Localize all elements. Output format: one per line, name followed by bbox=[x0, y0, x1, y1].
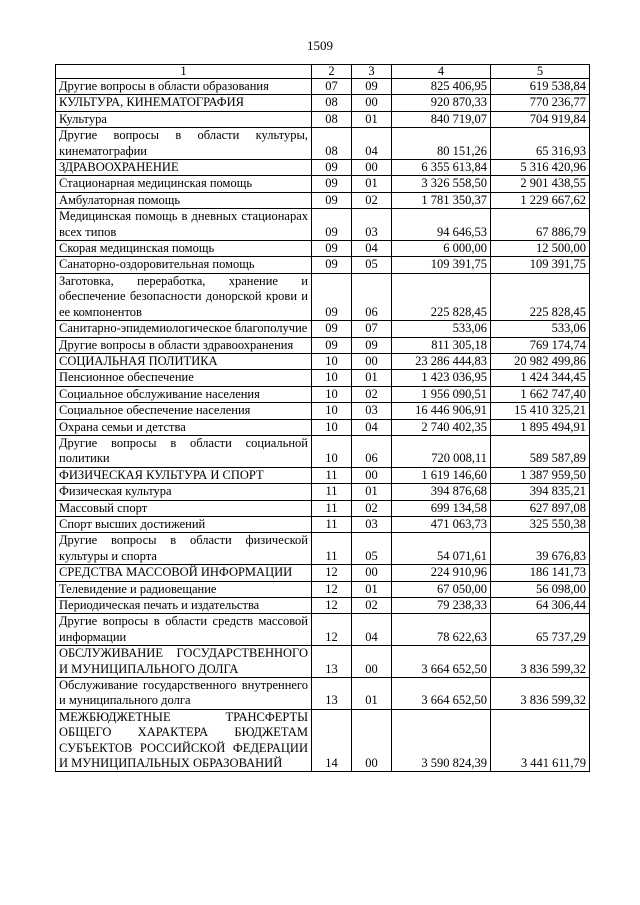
row-value-5-cell: 1 662 747,40 bbox=[491, 386, 590, 402]
row-subsection-cell: 04 bbox=[352, 128, 392, 160]
row-value-5-cell: 65 316,93 bbox=[491, 128, 590, 160]
row-value-5-cell: 1 229 667,62 bbox=[491, 192, 590, 208]
table-row bbox=[56, 337, 590, 353]
row-value-4-cell: 1 956 090,51 bbox=[392, 386, 491, 402]
header-cell-1: 1 bbox=[56, 65, 312, 79]
header-cell-5: 5 bbox=[491, 65, 590, 79]
row-subsection-cell: 00 bbox=[352, 709, 392, 772]
row-value-5-cell: 589 587,89 bbox=[491, 435, 590, 467]
budget-table-body bbox=[56, 65, 590, 772]
row-value-4-cell: 78 622,63 bbox=[392, 614, 491, 646]
row-subsection-cell: 02 bbox=[352, 598, 392, 614]
row-value-5-cell: 64 306,44 bbox=[491, 598, 590, 614]
row-value-5-cell: 619 538,84 bbox=[491, 79, 590, 95]
row-value-4-cell: 80 151,26 bbox=[392, 128, 491, 160]
row-value-4-cell: 16 446 906,91 bbox=[392, 403, 491, 419]
page-number: 1509 bbox=[307, 38, 333, 53]
row-section-cell: 11 bbox=[312, 533, 352, 565]
row-value-5-cell: 770 236,77 bbox=[491, 95, 590, 111]
row-name-cell: МЕЖБЮДЖЕТНЫЕ ТРАНСФЕРТЫ ОБЩЕГО ХАРАКТЕРА БЮДЖЕТАМ СУБЪЕКТОВ РОССИЙСКОЙ ФЕДЕРАЦИИ И МУНИЦИПАЛЬНЫХ ОБРАЗОВАНИЙ bbox=[56, 709, 312, 772]
row-name-cell: Амбулаторная помощь bbox=[56, 192, 312, 208]
row-section-cell: 09 bbox=[312, 176, 352, 192]
row-value-5-cell: 1 895 494,91 bbox=[491, 419, 590, 435]
row-subsection-cell: 00 bbox=[352, 565, 392, 581]
row-value-4-cell: 23 286 444,83 bbox=[392, 353, 491, 369]
row-value-5-cell: 627 897,08 bbox=[491, 500, 590, 516]
row-section-cell: 12 bbox=[312, 614, 352, 646]
header-row bbox=[56, 65, 590, 79]
row-value-5-cell: 1 424 344,45 bbox=[491, 370, 590, 386]
row-name-cell: Обслуживание государственного внутреннего и муниципального долга bbox=[56, 678, 312, 710]
header-cell-4: 4 bbox=[392, 65, 491, 79]
budget-table bbox=[55, 64, 590, 772]
row-value-5-cell: 56 098,00 bbox=[491, 581, 590, 597]
row-subsection-cell: 05 bbox=[352, 533, 392, 565]
row-section-cell: 09 bbox=[312, 160, 352, 176]
row-name-cell: Физическая культура bbox=[56, 484, 312, 500]
row-value-5-cell: 2 901 438,55 bbox=[491, 176, 590, 192]
row-section-cell: 12 bbox=[312, 565, 352, 581]
row-value-5-cell: 12 500,00 bbox=[491, 241, 590, 257]
row-subsection-cell: 04 bbox=[352, 614, 392, 646]
row-name-cell: Другие вопросы в области средств массовой информации bbox=[56, 614, 312, 646]
row-section-cell: 09 bbox=[312, 241, 352, 257]
table-row bbox=[56, 403, 590, 419]
table-row bbox=[56, 111, 590, 127]
row-subsection-cell: 09 bbox=[352, 337, 392, 353]
row-value-5-cell: 533,06 bbox=[491, 321, 590, 337]
row-name-cell: СРЕДСТВА МАССОВОЙ ИНФОРМАЦИИ bbox=[56, 565, 312, 581]
row-value-4-cell: 109 391,75 bbox=[392, 257, 491, 273]
row-value-5-cell: 769 174,74 bbox=[491, 337, 590, 353]
row-name-cell: Другие вопросы в области здравоохранения bbox=[56, 337, 312, 353]
row-subsection-cell: 01 bbox=[352, 581, 392, 597]
row-name-cell: Медицинская помощь в дневных стационарах всех типов bbox=[56, 209, 312, 241]
row-name-cell: Другие вопросы в области образования bbox=[56, 79, 312, 95]
row-subsection-cell: 02 bbox=[352, 500, 392, 516]
row-section-cell: 09 bbox=[312, 321, 352, 337]
row-subsection-cell: 00 bbox=[352, 467, 392, 483]
row-subsection-cell: 03 bbox=[352, 209, 392, 241]
row-section-cell: 11 bbox=[312, 500, 352, 516]
row-value-4-cell: 840 719,07 bbox=[392, 111, 491, 127]
row-subsection-cell: 01 bbox=[352, 111, 392, 127]
row-section-cell: 14 bbox=[312, 709, 352, 772]
row-value-5-cell: 186 141,73 bbox=[491, 565, 590, 581]
table-row bbox=[56, 500, 590, 516]
row-section-cell: 09 bbox=[312, 209, 352, 241]
row-subsection-cell: 06 bbox=[352, 435, 392, 467]
row-name-cell: Санаторно-оздоровительная помощь bbox=[56, 257, 312, 273]
row-value-4-cell: 533,06 bbox=[392, 321, 491, 337]
table-row bbox=[56, 176, 590, 192]
row-section-cell: 07 bbox=[312, 79, 352, 95]
row-section-cell: 10 bbox=[312, 435, 352, 467]
row-value-4-cell: 54 071,61 bbox=[392, 533, 491, 565]
row-name-cell: Скорая медицинская помощь bbox=[56, 241, 312, 257]
row-name-cell: Пенсионное обеспечение bbox=[56, 370, 312, 386]
header-cell-3: 3 bbox=[352, 65, 392, 79]
row-value-5-cell: 394 835,21 bbox=[491, 484, 590, 500]
table-row bbox=[56, 95, 590, 111]
row-subsection-cell: 07 bbox=[352, 321, 392, 337]
table-row bbox=[56, 128, 590, 160]
row-subsection-cell: 01 bbox=[352, 176, 392, 192]
row-value-5-cell: 3 441 611,79 bbox=[491, 709, 590, 772]
row-name-cell: Телевидение и радиовещание bbox=[56, 581, 312, 597]
header-cell-2: 2 bbox=[312, 65, 352, 79]
row-value-4-cell: 720 008,11 bbox=[392, 435, 491, 467]
row-value-4-cell: 3 664 652,50 bbox=[392, 678, 491, 710]
row-subsection-cell: 05 bbox=[352, 257, 392, 273]
row-value-4-cell: 1 619 146,60 bbox=[392, 467, 491, 483]
row-value-4-cell: 1 781 350,37 bbox=[392, 192, 491, 208]
row-section-cell: 10 bbox=[312, 370, 352, 386]
table-row bbox=[56, 321, 590, 337]
row-name-cell: Санитарно-эпидемиологическое благополучие bbox=[56, 321, 312, 337]
row-name-cell: Другие вопросы в области физической культуры и спорта bbox=[56, 533, 312, 565]
table-row bbox=[56, 386, 590, 402]
row-value-5-cell: 1 387 959,50 bbox=[491, 467, 590, 483]
row-value-5-cell: 325 550,38 bbox=[491, 516, 590, 532]
table-row bbox=[56, 192, 590, 208]
table-row bbox=[56, 209, 590, 241]
row-name-cell: Спорт высших достижений bbox=[56, 516, 312, 532]
row-value-4-cell: 94 646,53 bbox=[392, 209, 491, 241]
row-value-4-cell: 67 050,00 bbox=[392, 581, 491, 597]
table-row bbox=[56, 533, 590, 565]
row-name-cell: Заготовка, переработка, хранение и обеспечение безопасности донорской крови и ее компонентов bbox=[56, 273, 312, 320]
row-subsection-cell: 00 bbox=[352, 353, 392, 369]
row-value-4-cell: 825 406,95 bbox=[392, 79, 491, 95]
row-subsection-cell: 03 bbox=[352, 516, 392, 532]
row-section-cell: 08 bbox=[312, 111, 352, 127]
row-name-cell: Социальное обеспечение населения bbox=[56, 403, 312, 419]
table-row bbox=[56, 370, 590, 386]
row-value-4-cell: 3 590 824,39 bbox=[392, 709, 491, 772]
table-row bbox=[56, 419, 590, 435]
row-section-cell: 08 bbox=[312, 95, 352, 111]
row-name-cell: ОБСЛУЖИВАНИЕ ГОСУДАРСТВЕННОГО И МУНИЦИПАЛЬНОГО ДОЛГА bbox=[56, 646, 312, 678]
row-name-cell: ФИЗИЧЕСКАЯ КУЛЬТУРА И СПОРТ bbox=[56, 467, 312, 483]
row-value-4-cell: 394 876,68 bbox=[392, 484, 491, 500]
row-section-cell: 09 bbox=[312, 337, 352, 353]
row-subsection-cell: 04 bbox=[352, 419, 392, 435]
row-section-cell: 12 bbox=[312, 598, 352, 614]
table-row bbox=[56, 678, 590, 710]
table-row bbox=[56, 353, 590, 369]
row-value-4-cell: 920 870,33 bbox=[392, 95, 491, 111]
row-subsection-cell: 06 bbox=[352, 273, 392, 320]
table-row bbox=[56, 160, 590, 176]
row-section-cell: 13 bbox=[312, 646, 352, 678]
row-value-5-cell: 225 828,45 bbox=[491, 273, 590, 320]
row-value-4-cell: 79 238,33 bbox=[392, 598, 491, 614]
row-subsection-cell: 02 bbox=[352, 386, 392, 402]
row-value-4-cell: 2 740 402,35 bbox=[392, 419, 491, 435]
row-value-5-cell: 5 316 420,96 bbox=[491, 160, 590, 176]
row-value-5-cell: 3 836 599,32 bbox=[491, 646, 590, 678]
row-subsection-cell: 02 bbox=[352, 192, 392, 208]
row-section-cell: 09 bbox=[312, 257, 352, 273]
row-section-cell: 08 bbox=[312, 128, 352, 160]
row-name-cell: Массовый спорт bbox=[56, 500, 312, 516]
row-name-cell: Другие вопросы в области культуры, кинематографии bbox=[56, 128, 312, 160]
table-row bbox=[56, 565, 590, 581]
row-value-5-cell: 67 886,79 bbox=[491, 209, 590, 241]
row-value-4-cell: 6 355 613,84 bbox=[392, 160, 491, 176]
row-value-4-cell: 699 134,58 bbox=[392, 500, 491, 516]
table-row bbox=[56, 435, 590, 467]
row-name-cell: ЗДРАВООХРАНЕНИЕ bbox=[56, 160, 312, 176]
row-value-5-cell: 15 410 325,21 bbox=[491, 403, 590, 419]
row-value-4-cell: 6 000,00 bbox=[392, 241, 491, 257]
row-name-cell: Культура bbox=[56, 111, 312, 127]
row-section-cell: 09 bbox=[312, 192, 352, 208]
row-section-cell: 10 bbox=[312, 419, 352, 435]
table-row bbox=[56, 709, 590, 772]
table-row bbox=[56, 516, 590, 532]
row-value-4-cell: 224 910,96 bbox=[392, 565, 491, 581]
row-section-cell: 13 bbox=[312, 678, 352, 710]
row-name-cell: Социальное обслуживание населения bbox=[56, 386, 312, 402]
row-section-cell: 11 bbox=[312, 467, 352, 483]
row-name-cell: Другие вопросы в области социальной политики bbox=[56, 435, 312, 467]
row-value-5-cell: 704 919,84 bbox=[491, 111, 590, 127]
row-section-cell: 10 bbox=[312, 403, 352, 419]
row-section-cell: 11 bbox=[312, 484, 352, 500]
table-row bbox=[56, 257, 590, 273]
row-subsection-cell: 00 bbox=[352, 646, 392, 678]
table-row bbox=[56, 467, 590, 483]
row-name-cell: КУЛЬТУРА, КИНЕМАТОГРАФИЯ bbox=[56, 95, 312, 111]
row-value-5-cell: 3 836 599,32 bbox=[491, 678, 590, 710]
row-section-cell: 10 bbox=[312, 353, 352, 369]
row-value-4-cell: 811 305,18 bbox=[392, 337, 491, 353]
table-row bbox=[56, 241, 590, 257]
row-value-5-cell: 65 737,29 bbox=[491, 614, 590, 646]
row-value-4-cell: 1 423 036,95 bbox=[392, 370, 491, 386]
table-row bbox=[56, 484, 590, 500]
row-name-cell: СОЦИАЛЬНАЯ ПОЛИТИКА bbox=[56, 353, 312, 369]
row-value-5-cell: 20 982 499,86 bbox=[491, 353, 590, 369]
row-subsection-cell: 09 bbox=[352, 79, 392, 95]
table-row bbox=[56, 614, 590, 646]
row-name-cell: Стационарная медицинская помощь bbox=[56, 176, 312, 192]
table-row bbox=[56, 646, 590, 678]
row-subsection-cell: 04 bbox=[352, 241, 392, 257]
row-value-5-cell: 39 676,83 bbox=[491, 533, 590, 565]
row-section-cell: 09 bbox=[312, 273, 352, 320]
row-value-4-cell: 225 828,45 bbox=[392, 273, 491, 320]
row-subsection-cell: 01 bbox=[352, 370, 392, 386]
row-value-4-cell: 3 326 558,50 bbox=[392, 176, 491, 192]
table-row bbox=[56, 79, 590, 95]
row-section-cell: 10 bbox=[312, 386, 352, 402]
row-value-4-cell: 3 664 652,50 bbox=[392, 646, 491, 678]
table-row bbox=[56, 598, 590, 614]
row-subsection-cell: 03 bbox=[352, 403, 392, 419]
table-row bbox=[56, 273, 590, 320]
row-subsection-cell: 01 bbox=[352, 484, 392, 500]
table-row bbox=[56, 581, 590, 597]
row-name-cell: Охрана семьи и детства bbox=[56, 419, 312, 435]
row-value-4-cell: 471 063,73 bbox=[392, 516, 491, 532]
row-name-cell: Периодическая печать и издательства bbox=[56, 598, 312, 614]
row-section-cell: 12 bbox=[312, 581, 352, 597]
row-value-5-cell: 109 391,75 bbox=[491, 257, 590, 273]
row-subsection-cell: 00 bbox=[352, 160, 392, 176]
row-subsection-cell: 01 bbox=[352, 678, 392, 710]
row-section-cell: 11 bbox=[312, 516, 352, 532]
row-subsection-cell: 00 bbox=[352, 95, 392, 111]
